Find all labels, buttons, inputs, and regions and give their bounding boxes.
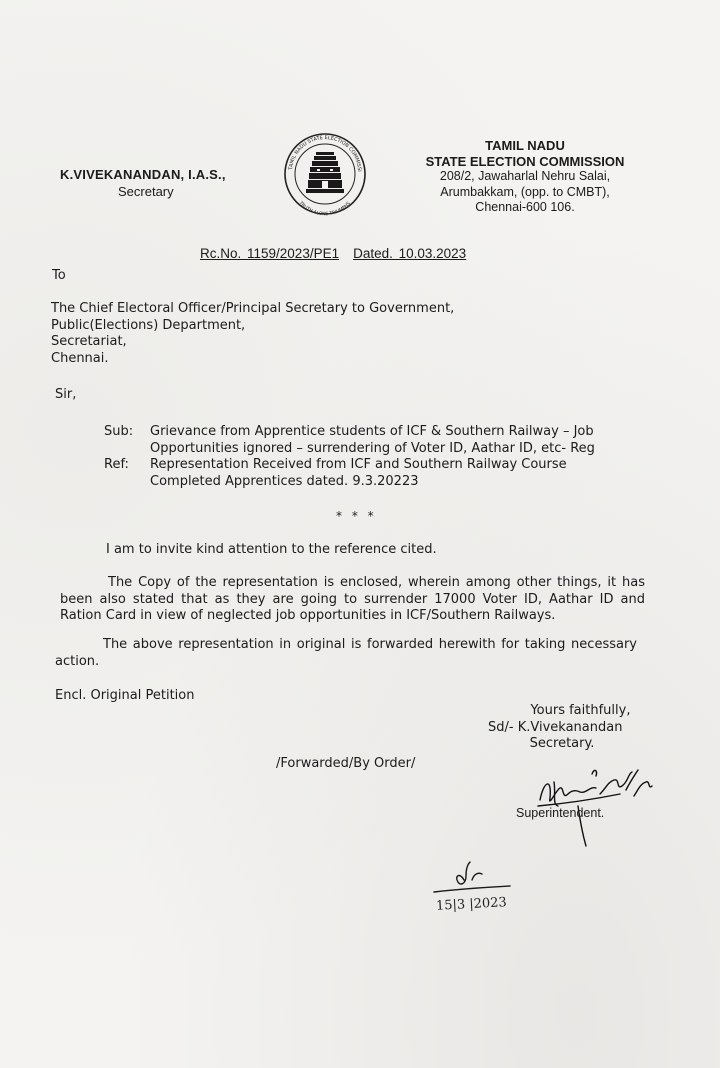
closing-line1: Yours faithfully,: [530, 703, 631, 718]
reference-text: [150, 457, 567, 490]
reference-label: Ref:: [104, 457, 129, 472]
enclosure-note: Encl. Original Petition: [55, 688, 195, 703]
svg-text:TAMIL NADU STATE ELECTION COMM: TAMIL NADU STATE ELECTION COMMISSI: [288, 134, 363, 172]
closing-line3: Secretary.: [529, 736, 595, 751]
subject-text: [150, 424, 595, 457]
closing-line2: Sd/- K.Vivekanandan: [488, 719, 623, 735]
org-name-line2: STATE ELECTION COMMISSION: [425, 153, 625, 169]
org-name-line1: TAMIL NADU: [485, 138, 565, 153]
reference-line2: Completed Apprentices dated. 9.3.20223: [150, 473, 419, 489]
org-address-line2: Arumbakkam, (opp. to CMBT),: [440, 184, 610, 199]
org-address-line3: Chennai-600 106.: [475, 200, 575, 214]
superintendent-label: Superintendent.: [516, 806, 605, 820]
dated: Dated. 10.03.2023: [353, 246, 467, 261]
separator-stars: * * *: [336, 509, 377, 523]
subject-label: Sub:: [104, 424, 134, 439]
addressee-line4: Chennai.: [51, 350, 109, 366]
subject-line1: Grievance from Apprentice students of ICF & Southern Railway – Job: [150, 424, 594, 439]
to-label: To: [52, 268, 66, 283]
org-address-line1: 208/2, Jawaharlal Nehru Salai,: [439, 169, 611, 183]
rc-number: Rc.No. 1159/2023/PE1: [200, 246, 340, 261]
organisation-block: [410, 138, 640, 216]
subject-line2: Opportunities ignored – surrendering of Voter ID, Aathar ID, etc- Reg: [150, 440, 595, 456]
salutation: Sir,: [55, 387, 77, 402]
addressee-line3: Secretariat,: [51, 334, 127, 349]
reference-line1: Representation Received from ICF and Southern Railway Course: [150, 457, 567, 472]
sender-name: K.VIVEKANANDAN, I.A.S.,: [60, 167, 226, 182]
handwritten-initials: [430, 858, 540, 928]
addressee-block: [51, 301, 454, 367]
sender-title: Secretary: [118, 184, 174, 199]
reference-line: [200, 246, 480, 261]
state-emblem-seal: [282, 124, 368, 224]
addressee-line1: The Chief Electoral Officer/Principal Secretary to Government,: [51, 301, 455, 316]
body-paragraph-3: The above representation in original is forwarded herewith for taking necessary action.: [55, 637, 637, 669]
closing-block: [488, 703, 630, 753]
svg-text:TRUTH ALONE TRIUMPHS: TRUTH ALONE TRIUMPHS: [297, 201, 352, 218]
handwritten-date: 15|3 |2023: [435, 895, 508, 914]
handwritten-signature: [530, 760, 660, 850]
forwarded-by-order: /Forwarded/By Order/: [276, 756, 416, 771]
body-paragraph-2: The Copy of the representation is enclosed, wherein among other things, it has been also stated that as they are going to surrender 17000 Voter ID, Aathar ID and Ration Card in view of neglected job opportunities in ICF/Southern Railways.: [60, 575, 645, 623]
body-paragraph-1: I am to invite kind attention to the reference cited.: [106, 542, 437, 557]
addressee-line2: Public(Elections) Department,: [51, 317, 246, 333]
